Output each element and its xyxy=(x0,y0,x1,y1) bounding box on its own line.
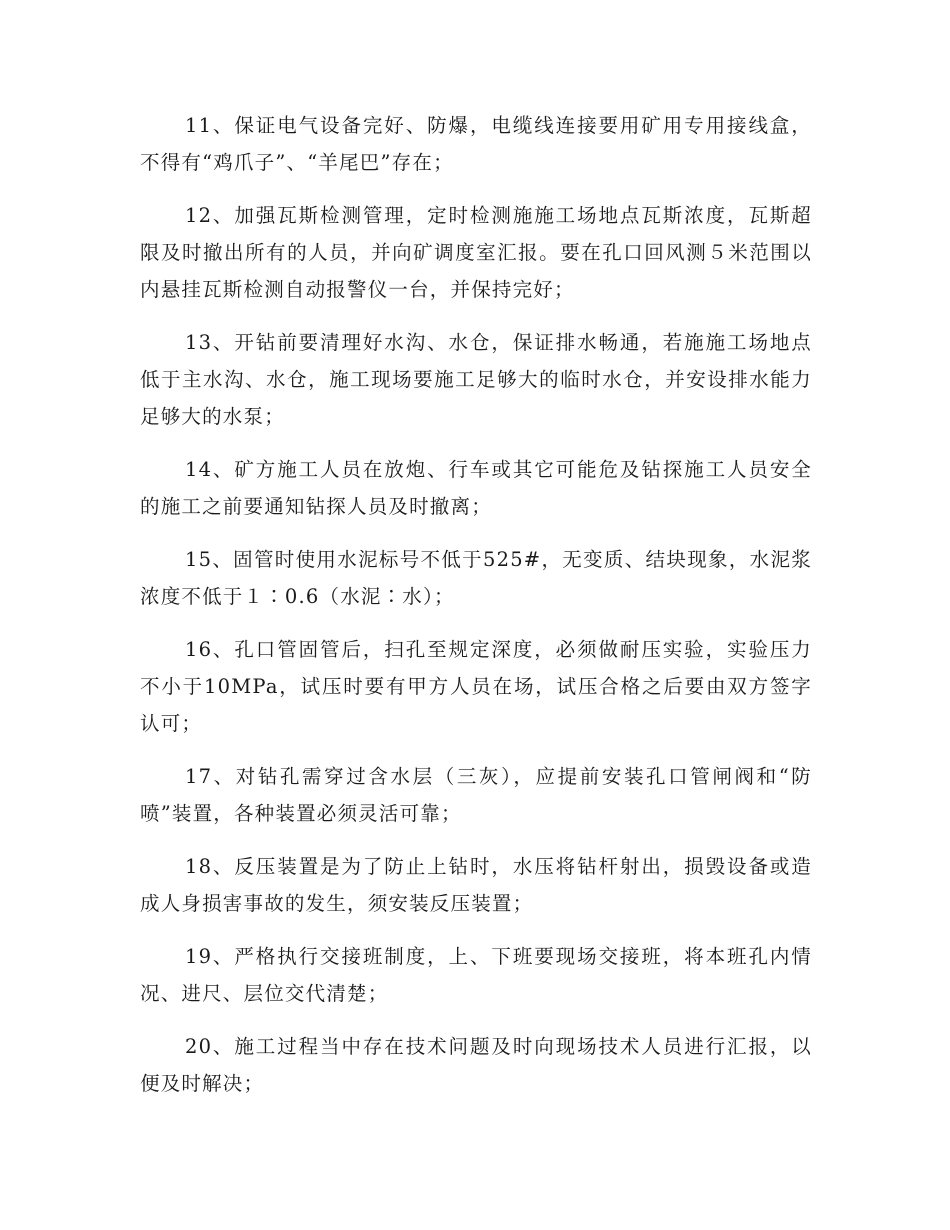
paragraph-item-18: 18、反压装置是为了防止上钻时，水压将钻杆射出，损毁设备或造成人身损害事故的发生，须安装反压装置； xyxy=(140,855,812,915)
paragraph-item-11: 11、保证电气设备完好、防爆，电缆线连接要用矿用专用接线盒，不得有“鸡爪子”、“羊尾巴”存在； xyxy=(140,114,812,174)
document-body xyxy=(140,107,812,1102)
paragraph-item-19: 19、严格执行交接班制度，上、下班要现场交接班，将本班孔内情况、进尺、层位交代清楚； xyxy=(140,945,812,1005)
paragraph-item-13: 13、开钻前要清理好水沟、水仓，保证排水畅通，若施施工场地点低于主水沟、水仓，施工现场要施工足够大的临时水仓，并安设排水能力足够大的水泵； xyxy=(140,331,812,428)
paragraph-item-15: 15、固管时使用水泥标号不低于525#，无变质、结块现象，水泥浆浓度不低于１∶0.6（水泥∶水）； xyxy=(140,548,812,608)
paragraph-item-17: 17、对钻孔需穿过含水层（三灰），应提前安装孔口管闸阀和“防喷”装置，各种装置必须灵活可靠； xyxy=(140,765,812,825)
paragraph-item-16: 16、孔口管固管后，扫孔至规定深度，必须做耐压实验，实验压力不小于10MPa，试压时要有甲方人员在场，试压合格之后要由双方签字认可； xyxy=(140,638,812,735)
paragraph-item-20: 20、施工过程当中存在技术问题及时向现场技术人员进行汇报，以便及时解决； xyxy=(140,1035,812,1095)
paragraph-item-12: 12、加强瓦斯检测管理，定时检测施施工场地点瓦斯浓度，瓦斯超限及时撤出所有的人员，并向矿调度室汇报。要在孔口回风测５米范围以内悬挂瓦斯检测自动报警仪一台，并保持完好； xyxy=(140,204,812,301)
paragraph-item-14: 14、矿方施工人员在放炮、行车或其它可能危及钻探施工人员安全的施工之前要通知钻探人员及时撤离； xyxy=(140,458,812,518)
